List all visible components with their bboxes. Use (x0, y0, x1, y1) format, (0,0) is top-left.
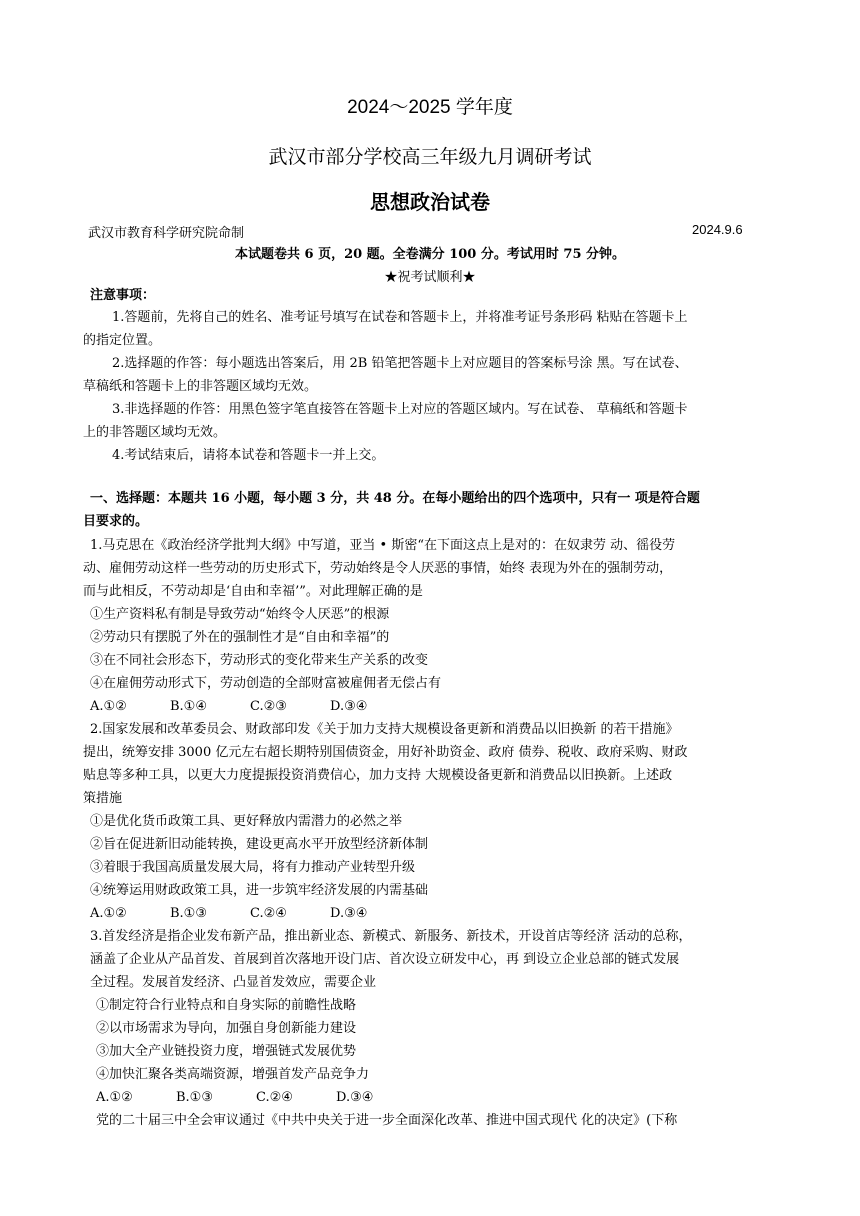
q2-stem-1: 2.国家发展和改革委员会、财政部印发《关于加力支持大规模设备更新和消费品以旧换新 的若干措施》 (90, 722, 679, 737)
exam-date: 2024.9.6 (692, 222, 743, 237)
q3-option-c: C.②④ (256, 1090, 293, 1105)
q2-statement-4: ④统筹运用财政政策工具，进一步筑牢经济发展的内需基础 (90, 883, 429, 898)
q2-stem-3: 贴息等多种工具，以更大力度提振投资消费信心，加力支持 大规模设备更新和消费品以旧换新。上述政 (83, 768, 673, 783)
q4-stem-1: 党的二十届三中全会审议通过《中共中央关于进一步全面深化改革、推进中国式现代 化的决定》(下称 (96, 1113, 678, 1128)
q1-option-c: C.②③ (250, 699, 287, 714)
q3-option-b: B.①③ (176, 1090, 213, 1105)
q3-statement-4: ④加快汇聚各类高端资源，增强首发产品竞争力 (96, 1067, 370, 1082)
q1-option-a: A.①② (90, 699, 127, 714)
notes-title: 注意事项： (90, 288, 156, 303)
subject-title: 思想政治试卷 (370, 190, 490, 214)
q3-stem-2: 涵盖了企业从产品首发、首展到首次落地开设门店、首次设立研发中心，再 到设立企业总部的链式发展 (90, 952, 680, 967)
q2-statement-3: ③着眼于我国高质量发展大局，将有力推动产业转型升级 (90, 860, 416, 875)
q2-stem-4: 策措施 (83, 791, 123, 806)
q2-statement-1: ①是优化货币政策工具、更好释放内需潜力的必然之举 (90, 814, 403, 829)
q1-stem-2: 动、雇佣劳动这样一些劳动的历史形式下，劳动始终是令人厌恶的事情，始终 表现为外在的强制劳动， (83, 561, 673, 576)
q2-option-b: B.①③ (170, 906, 207, 921)
organizer: 武汉市教育科学研究院命制 (88, 226, 245, 241)
q3-option-a: A.①② (96, 1090, 133, 1105)
q1-option-b: B.①④ (170, 699, 207, 714)
q2-stem-2: 提出，统筹安排 3000 亿元左右超长期特别国债资金，用好补助资金、政府 债券、税收、政府采购、财政 (83, 745, 688, 760)
good-luck: ★祝考试顺利★ (384, 270, 476, 285)
q1-statement-3: ③在不同社会形态下，劳动形式的变化带来生产关系的改变 (90, 653, 429, 668)
q1-statement-2: ②劳动只有摆脱了外在的强制性才是“自由和幸福”的 (90, 630, 390, 645)
q1-statement-4: ④在雇佣劳动形式下，劳动创造的全部财富被雇佣者无偿占有 (90, 676, 442, 691)
note-4: 4.考试结束后，请将本试卷和答题卡一并上交。 (112, 448, 385, 463)
exam-title: 武汉市部分学校高三年级九月调研考试 (268, 146, 592, 168)
note-1b: 的指定位置。 (83, 333, 162, 348)
note-3b: 上的非答题区域均无效。 (83, 425, 227, 440)
q1-statement-1: ①生产资料私有制是导致劳动“始终令人厌恶”的根源 (90, 607, 390, 622)
q2-options (90, 903, 367, 925)
section-1-heading-cont: 目要求的。 (83, 514, 149, 529)
note-2a: 2.选择题的作答：每小题选出答案后，用 2B 铅笔把答题卡上对应题目的答案标号涂 黑。写在试卷、 (112, 356, 688, 371)
q3-stem-1: 3.首发经济是指企业发布新产品，推出新业态、新模式、新服务、新技术，开设首店等经济 活动的总称， (90, 929, 692, 944)
q3-stem-3: 全过程。发展首发经济、凸显首发效应，需要企业 (90, 975, 377, 990)
q1-option-d: D.③④ (330, 699, 368, 714)
q2-statement-2: ②旨在促进新旧动能转换，建设更高水平开放型经济新体制 (90, 837, 429, 852)
section-1-heading: 一、选择题：本题共 16 小题，每小题 3 分，共 48 分。在每小题给出的四个选项中，只有一 项是符合题 (90, 491, 700, 506)
q3-statement-1: ①制定符合行业特点和自身实际的前瞻性战略 (96, 998, 357, 1013)
note-1a: 1.答题前，先将自己的姓名、准考证号填写在试卷和答题卡上，并将准考证号条形码 粘贴在答题卡上 (112, 310, 688, 325)
note-2b: 草稿纸和答题卡上的非答题区域均无效。 (83, 379, 318, 394)
q1-options (90, 696, 367, 718)
q2-option-c: C.②④ (250, 906, 287, 921)
q3-statement-3: ③加大全产业链投资力度，增强链式发展优势 (96, 1044, 357, 1059)
academic-year: 2024～2025 学年度 (347, 97, 513, 118)
q3-options (96, 1087, 373, 1109)
q3-option-d: D.③④ (336, 1090, 374, 1105)
q3-statement-2: ②以市场需求为导向，加强自身创新能力建设 (96, 1021, 357, 1036)
q2-option-a: A.①② (90, 906, 127, 921)
q1-stem-3: 而与此相反，不劳动却是‘自由和幸福’”。对此理解正确的是 (83, 584, 423, 599)
q1-stem-1: 1.马克思在《政治经济学批判大纲》中写道，亚当 • 斯密“在下面这点上是对的：在奴隶劳 动、徭役劳 (90, 538, 676, 553)
note-3a: 3.非选择题的作答：用黑色签字笔直接答在答题卡上对应的答题区域内。写在试卷、 草稿纸和答题卡 (112, 402, 688, 417)
q2-option-d: D.③④ (330, 906, 368, 921)
exam-info: 本试题卷共 6 页，20 题。全卷满分 100 分。考试用时 75 分钟。 (234, 247, 626, 262)
